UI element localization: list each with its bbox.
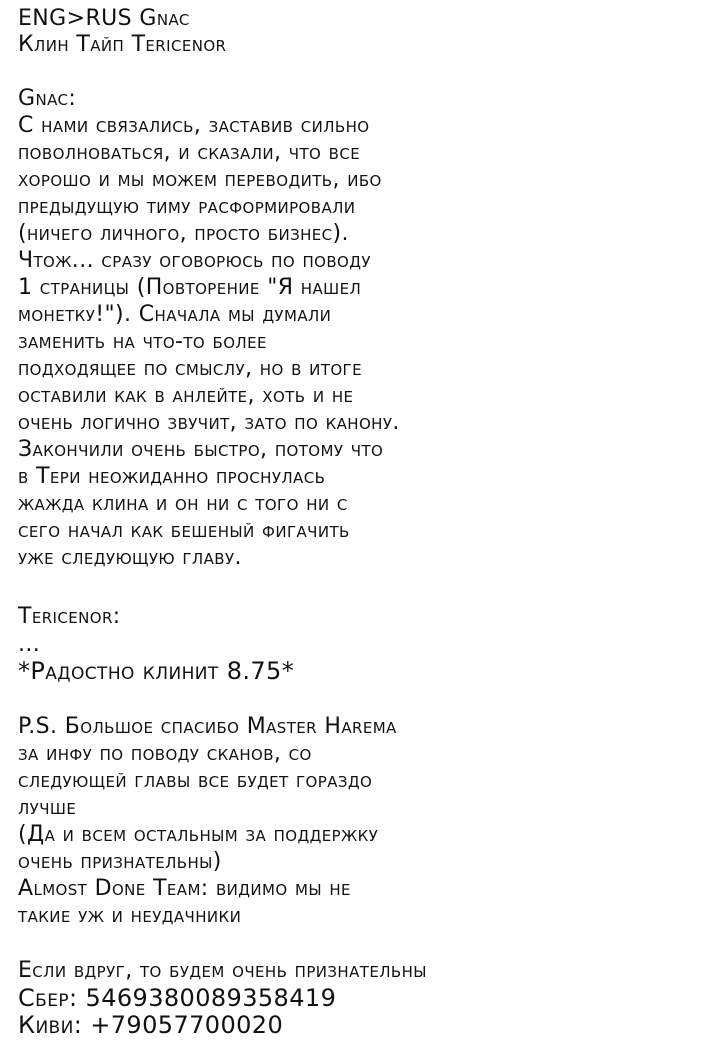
- ps-line: Almost Done Team: видимо мы не: [18, 876, 351, 901]
- gnac-name: Gnac:: [18, 86, 77, 111]
- ps-line: следующей главы все будет гораздо: [18, 768, 373, 793]
- ps-line: (Да и всем остальным за поддержку: [18, 822, 379, 847]
- gnac-line: С нами связались, заставив сильно: [18, 113, 370, 138]
- gnac-line: в Тери неожиданно проснулась: [18, 464, 326, 489]
- gnac-line: уже следующую главу.: [18, 545, 242, 570]
- tericenor-line: ...: [18, 632, 41, 657]
- ps-line: за инфу по поводу сканов, со: [18, 741, 312, 766]
- gnac-line: подходящее по смыслу, но в итоге: [18, 356, 362, 381]
- sber-card-number: Сбер: 5469380089358419: [18, 984, 337, 1012]
- ps-line: лучше: [18, 795, 77, 820]
- donation-line: Если вдруг, то будем очень признательны: [18, 958, 427, 983]
- gnac-line: Чтож... сразу оговорюсь по поводу: [18, 248, 371, 273]
- gnac-line: сего начал как бешеный фигачить: [18, 518, 350, 543]
- gnac-line: хорошо и мы можем переводить, ибо: [18, 167, 382, 192]
- gnac-line: оставили как в анлейте, хоть и не: [18, 383, 354, 408]
- gnac-line: (ничего личного, просто бизнес).: [18, 221, 349, 246]
- ps-line: P.S. Большое спасибо Master Harema: [18, 714, 397, 739]
- gnac-line: очень логично звучит, зато по канону.: [18, 410, 400, 435]
- translator-notes-page: [18, 6, 718, 1039]
- tericenor-name: Tericenor:: [18, 604, 121, 629]
- gnac-line: предыдущую тиму расформировали: [18, 194, 356, 219]
- qiwi-wallet-number: Киви: +79057700020: [18, 1011, 284, 1039]
- gnac-line: жажда клина и он ни с того ни с: [18, 491, 348, 516]
- ps-line: очень признательны): [18, 849, 222, 874]
- ps-line: такие уж и неудачники: [18, 903, 242, 928]
- header-roles-line: Клин Тайп Tericenor: [18, 32, 227, 57]
- gnac-line: заменить на что-то более: [18, 329, 267, 354]
- header-team-line: ENG>RUS Gnac: [18, 6, 190, 31]
- gnac-line: 1 страницы (Повторение "Я нашел: [18, 275, 362, 300]
- gnac-line: Закончили очень быстро, потому что: [18, 437, 384, 462]
- tericenor-line: *Радостно клинит 8.75*: [18, 657, 295, 685]
- gnac-line: поволноваться, и сказали, что все: [18, 140, 361, 165]
- gnac-line: монетку!"). Сначала мы думали: [18, 302, 332, 327]
